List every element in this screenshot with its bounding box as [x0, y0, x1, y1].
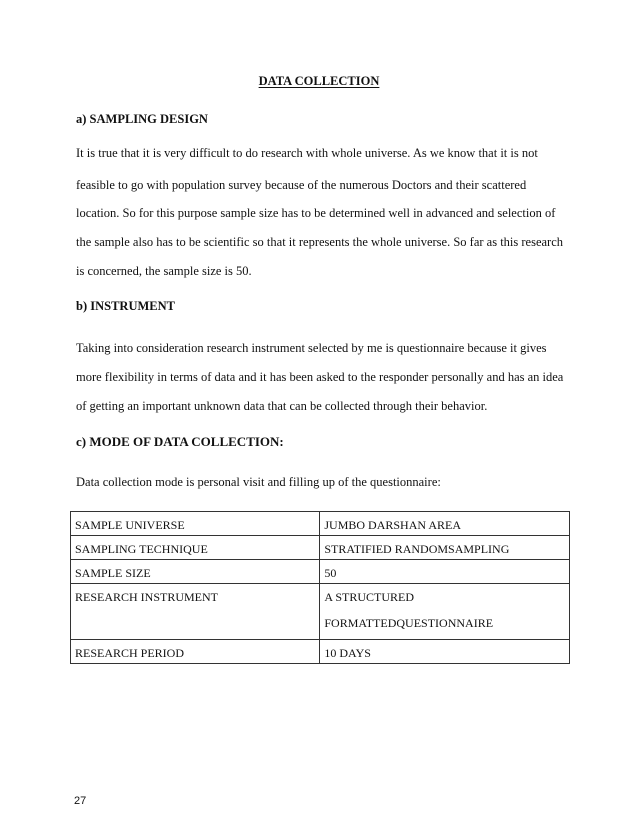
page-number: 27	[74, 795, 87, 807]
table-cell-value-line: A STRUCTURED	[324, 590, 415, 604]
table-cell-label: SAMPLE UNIVERSE	[71, 512, 320, 536]
instrument-paragraph-line: of getting an important unknown data that can be collected through their behavior.	[76, 399, 488, 413]
instrument-heading: b) INSTRUMENT	[76, 299, 175, 313]
table-row	[71, 536, 570, 560]
table-cell-value: 50	[320, 560, 570, 584]
data-collection-table	[70, 511, 570, 664]
table-cell-label: RESEARCH PERIOD	[71, 640, 320, 664]
sampling-paragraph-line: feasible to go with population survey because of the numerous Doctors and their scattered	[76, 178, 527, 192]
instrument-paragraph-line: more flexibility in terms of data and it has been asked to the responder personally and has an idea	[76, 370, 564, 384]
mode-paragraph-line: Data collection mode is personal visit and filling up of the questionnaire:	[76, 475, 441, 489]
table-cell-value	[320, 584, 570, 640]
table-row	[71, 640, 570, 664]
page-title-text: DATA COLLECTION	[258, 74, 380, 88]
sampling-paragraph-line: It is true that it is very difficult to do research with whole universe. As we know that it is not	[76, 146, 538, 160]
table-cell-value: 10 DAYS	[320, 640, 570, 664]
sampling-design-heading: a) SAMPLING DESIGN	[76, 112, 208, 126]
instrument-paragraph-line: Taking into consideration research instrument selected by me is questionnaire because it gives	[76, 341, 547, 355]
table-cell-value: JUMBO DARSHAN AREA	[320, 512, 570, 536]
table-row	[71, 512, 570, 536]
table-cell-label: SAMPLING TECHNIQUE	[71, 536, 320, 560]
table-cell-label: SAMPLE SIZE	[71, 560, 320, 584]
sampling-paragraph-line: location. So for this purpose sample size has to be determined well in advanced and selection of	[76, 206, 556, 220]
mode-of-data-collection-heading: c) MODE OF DATA COLLECTION:	[76, 434, 284, 449]
table-cell-value: STRATIFIED RANDOMSAMPLING	[320, 536, 570, 560]
page-title	[0, 74, 638, 89]
table-row	[71, 584, 570, 640]
sampling-paragraph-line: the sample also has to be scientific so that it represents the whole universe. So far as this research	[76, 235, 564, 249]
sampling-paragraph-line: is concerned, the sample size is 50.	[76, 264, 252, 278]
table-cell-label: RESEARCH INSTRUMENT	[71, 584, 320, 640]
table-row	[71, 560, 570, 584]
table-cell-value-line: FORMATTEDQUESTIONNAIRE	[324, 616, 494, 630]
